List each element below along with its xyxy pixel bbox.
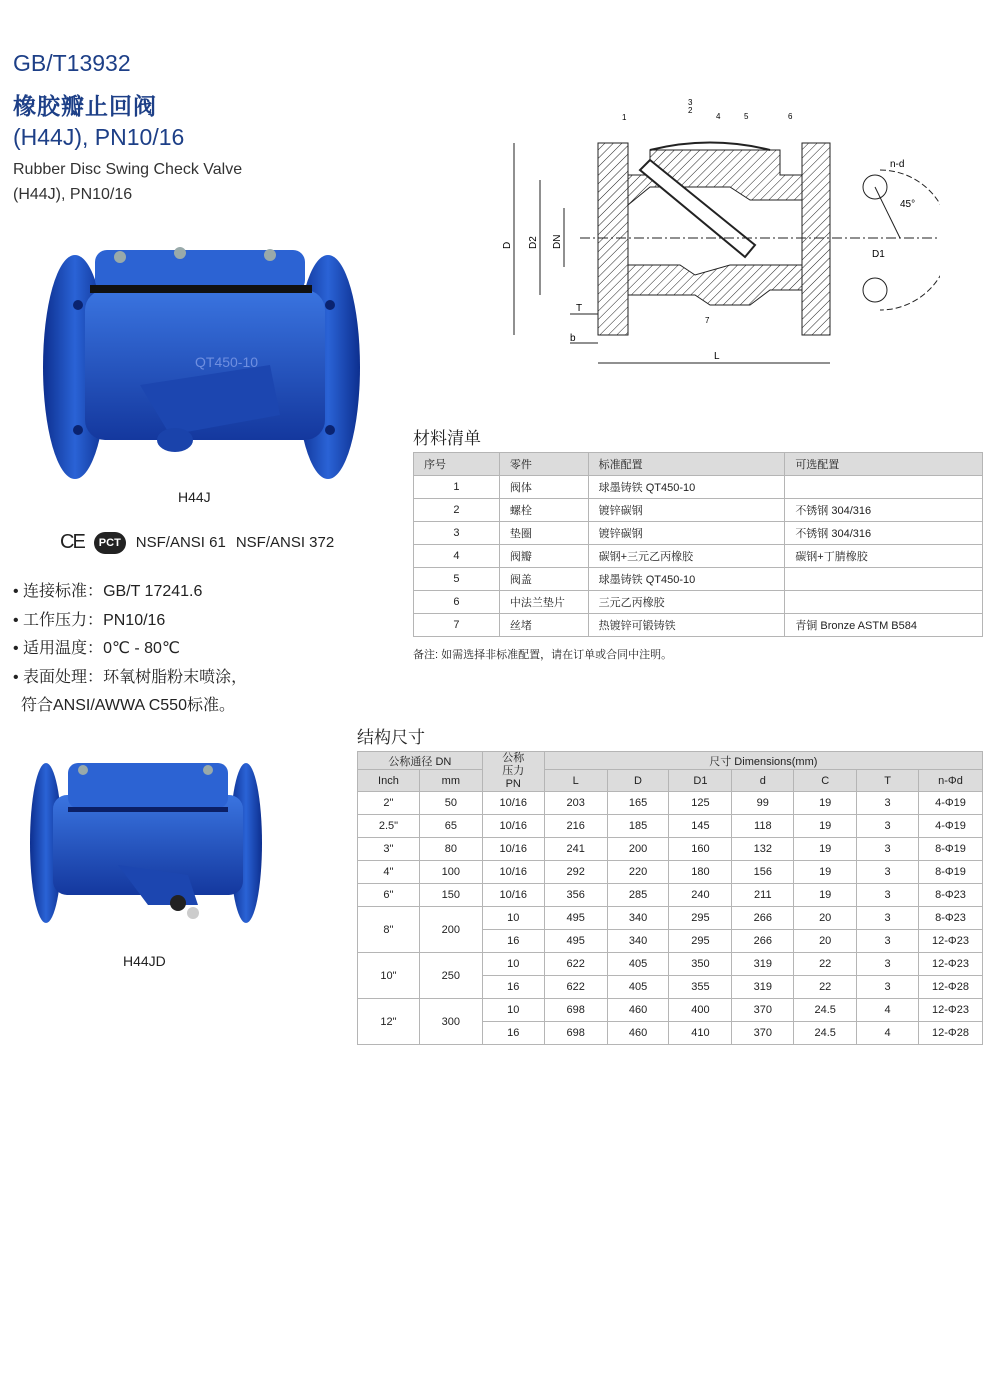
header-pn: 公称 压力 PN — [482, 752, 544, 792]
table-row: 2 螺栓 镀锌碳钢 不锈钢 304/316 — [414, 499, 983, 522]
photo-caption-h44j: H44J — [178, 489, 211, 505]
valve-section-drawing — [500, 95, 940, 375]
svg-text:n-d: n-d — [890, 159, 905, 170]
part-number: 3 — [688, 98, 693, 107]
table-row: 16 622 405 355 319 22 3 12-Φ28 — [358, 976, 983, 999]
spec-coating: • 表面处理：环氧树脂粉末喷涂， — [13, 668, 248, 686]
part-number: 7 — [705, 316, 710, 325]
part-number: 5 — [744, 112, 749, 121]
spec-pressure: • 工作压力：PN10/16 — [13, 611, 166, 629]
table-row: 6 中法兰垫片 三元乙丙橡胶 — [414, 591, 983, 614]
table-header-row: 序号 零件 标准配置 可选配置 — [414, 453, 983, 476]
table-row: 16 495 340 295 266 20 3 12-Φ23 — [358, 930, 983, 953]
table-row: 6" 150 10/16 356 285 240 211 19 3 8-Φ23 — [358, 884, 983, 907]
product-model-en: (H44J), PN10/16 — [13, 186, 133, 203]
table-row: 2.5" 65 10/16 216 185 145 118 19 3 4-Φ19 — [358, 815, 983, 838]
valve-photo-h44j — [30, 245, 370, 495]
spec-temperature: • 适用温度：0℃ - 80℃ — [13, 640, 180, 657]
standard-code: GB/T13932 — [13, 50, 131, 76]
nsf-61: NSF/ANSI 61 — [135, 534, 226, 551]
part-number: 2 — [688, 106, 693, 115]
product-model: (H44J), PN10/16 — [13, 124, 185, 150]
dimensions-title: 结构尺寸 — [357, 728, 425, 747]
table-row: 1 阀体 球墨铸铁 QT450-10 — [414, 476, 983, 499]
valve-photo-h44jd — [28, 755, 268, 945]
table-row: 3 垫圈 镀锌碳钢 不锈钢 304/316 — [414, 522, 983, 545]
table-row: 12" 300 10 698 460 400 370 24.5 4 12-Φ23 — [358, 999, 983, 1022]
table-row: 2" 50 10/16 203 165 125 99 19 3 4-Φ19 — [358, 792, 983, 815]
materials-title: 材料清单 — [413, 429, 481, 448]
table-row: 16 698 460 410 370 24.5 4 12-Φ28 — [358, 1022, 983, 1045]
table-row: 5 阀盖 球墨铸铁 QT450-10 — [414, 568, 983, 591]
table-row: 4" 100 10/16 292 220 180 156 19 3 8-Φ19 — [358, 861, 983, 884]
photo-caption-h44jd: H44JD — [123, 953, 166, 969]
materials-note: 备注: 如需选择非标准配置，请在订单或合同中注明。 — [413, 649, 673, 661]
table-row: 4 阀瓣 碳钢+三元乙丙橡胶 碳钢+丁腈橡胶 — [414, 545, 983, 568]
svg-text:T: T — [576, 303, 583, 314]
part-number: 6 — [788, 112, 793, 121]
spec-coating-cont: 符合ANSI/AWWA C550标准。 — [21, 697, 235, 714]
header-dims: 尺寸 Dimensions(mm) — [544, 752, 982, 770]
svg-text:45°: 45° — [900, 199, 916, 210]
table-row: 10" 250 10 622 405 350 319 22 3 12-Φ23 — [358, 953, 983, 976]
dimensions-table: 公称通径 DN 公称 压力 PN 尺寸 Dimensions(mm) Inch mm L D D1 d C T n-Φd 2" 50 10/16 203 165 125 99 19 3 4-Φ19 2.5" 65 10/16 216 185 145 118 19 3 4-Φ19 3" 80 10/16 241 200 160 132 19 3 8-Φ19 4" 100 10/16 292 220 180 156 19 3 8-Φ19 6" 150 10/16 356 285 240 211 19 3 8-Φ23 8" 200 10 495 340 295 266 20 3 8-Φ23 16 495 340 295 266 20 3 12-Φ23 10" 250 10 622 405 350 319 22 3 12-Φ23 16 622 405 355 319 22 3 12-Φ28 12" 300 10 698 460 400 370 24.5 4 12-Φ23 16 698 460 410 370 24.5 4 12-Φ28 — [357, 751, 983, 1045]
nsf-372: NSF/ANSI 372 — [235, 534, 335, 551]
part-number: 1 — [622, 113, 627, 122]
svg-text:b: b — [570, 333, 576, 344]
product-title-cn: 橡胶瓣止回阀 — [13, 93, 157, 119]
svg-text:L: L — [714, 351, 720, 362]
product-title-en: Rubber Disc Swing Check Valve — [13, 161, 243, 178]
header-dn: 公称通径 DN — [358, 752, 483, 770]
table-row: 7 丝堵 热镀锌可锻铸铁 青铜 Bronze ASTM B584 — [414, 614, 983, 637]
svg-text:D2: D2 — [528, 236, 539, 249]
materials-table — [413, 452, 983, 637]
svg-text:DN: DN — [552, 234, 563, 249]
table-row: 3" 80 10/16 241 200 160 132 19 3 8-Φ19 — [358, 838, 983, 861]
pct-mark-icon: PCT — [94, 532, 126, 554]
certifications — [60, 531, 334, 554]
svg-text:D1: D1 — [872, 249, 885, 260]
body-marking: QT450-10 — [195, 354, 259, 370]
spec-connection: • 连接标准：GB/T 17241.6 — [13, 583, 203, 600]
table-row: 8" 200 10 495 340 295 266 20 3 8-Φ23 — [358, 907, 983, 930]
part-number: 4 — [716, 112, 721, 121]
spec-list — [13, 578, 247, 721]
svg-text:D: D — [502, 241, 513, 249]
ce-mark-icon: CE — [60, 531, 84, 553]
